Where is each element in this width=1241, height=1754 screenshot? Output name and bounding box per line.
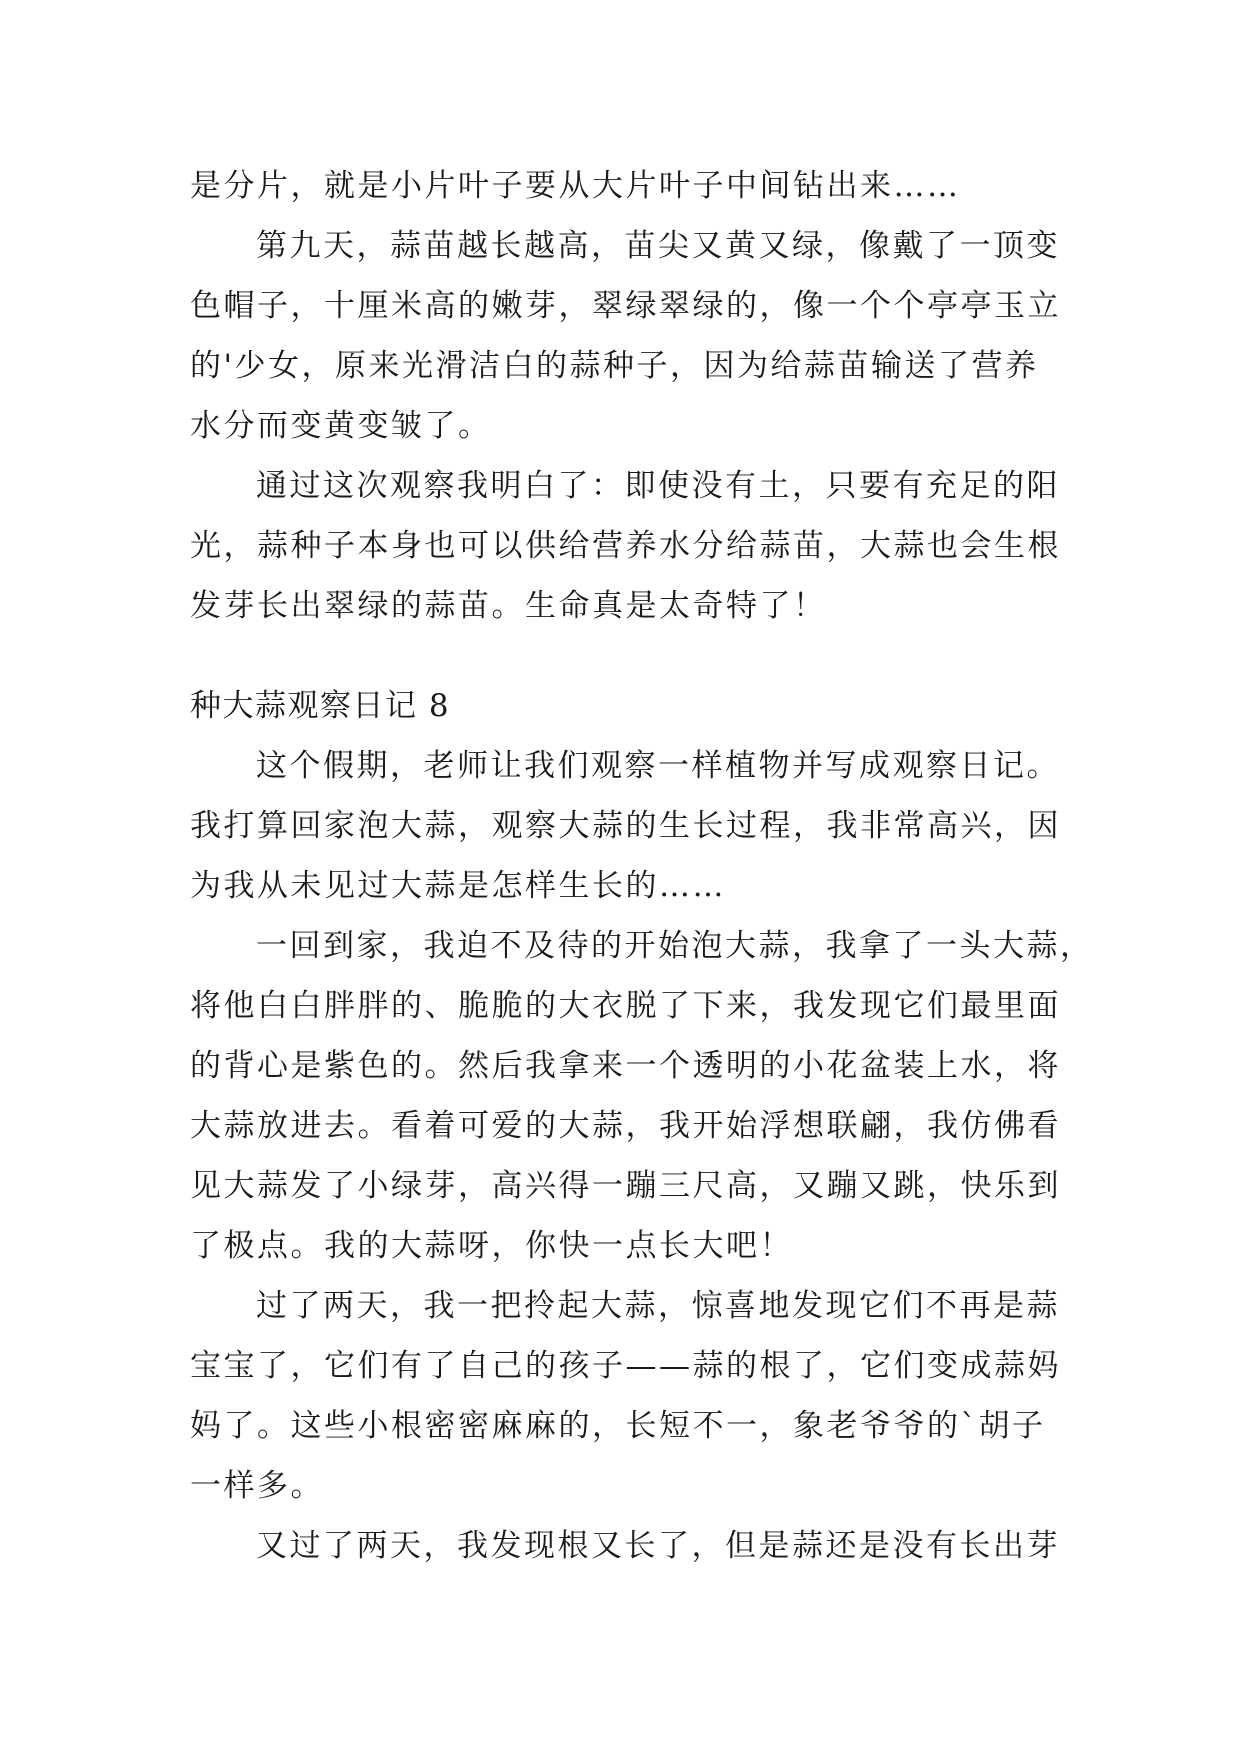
text-line: 的'少女，原来光滑洁白的蒜种子，因为给蒜苗输送了营养 bbox=[190, 348, 1039, 384]
text-line: 发芽长出翠绿的蒜苗。生命真是太奇特了！ bbox=[190, 588, 827, 624]
text-line: 过了两天，我一把拎起大蒜，惊喜地发现它们不再是蒜 bbox=[256, 1288, 1060, 1324]
text-line: 妈了。这些小根密密麻麻的，长短不一，象老爷爷的`胡子 bbox=[190, 1408, 1046, 1444]
text-line: 通过这次观察我明白了：即使没有土，只要有充足的阳 bbox=[256, 468, 1060, 504]
text-line: 的背心是紫色的。然后我拿来一个透明的小花盆装上水，将 bbox=[190, 1048, 1061, 1084]
text-line: 第九天，蒜苗越长越高，苗尖又黄又绿，像戴了一顶变 bbox=[256, 228, 1060, 264]
text-line: 水分而变黄变皱了。 bbox=[190, 408, 492, 444]
text-line: 一回到家，我迫不及待的开始泡大蒜，我拿了一头大蒜， bbox=[256, 928, 1094, 964]
text-line: 将他白白胖胖的、脆脆的大衣脱了下来，我发现它们最里面 bbox=[190, 988, 1061, 1024]
text-line: 这个假期，老师让我们观察一样植物并写成观察日记。 bbox=[256, 748, 1060, 784]
entry-heading: 种大蒜观察日记 8 bbox=[190, 688, 451, 724]
text-line: 光，蒜种子本身也可以供给营养水分给蒜苗，大蒜也会生根 bbox=[190, 528, 1061, 564]
text-line: 大蒜放进去。看着可爱的大蒜，我开始浮想联翩，我仿佛看 bbox=[190, 1108, 1061, 1144]
text-line: 是分片，就是小片叶子要从大片叶子中间钻出来…… bbox=[190, 168, 961, 204]
text-line: 宝宝了，它们有了自己的孩子——蒜的根了，它们变成蒜妈 bbox=[190, 1348, 1061, 1384]
text-line: 色帽子，十厘米高的嫩芽，翠绿翠绿的，像一个个亭亭玉立 bbox=[190, 288, 1061, 324]
diary-entry-8 bbox=[190, 676, 1094, 1576]
text-line: 我打算回家泡大蒜，观察大蒜的生长过程，我非常高兴，因 bbox=[190, 808, 1061, 844]
text-line: 了极点。我的大蒜呀，你快一点长大吧！ bbox=[190, 1228, 793, 1264]
text-block-continuation bbox=[190, 156, 1070, 636]
text-line: 见大蒜发了小绿芽，高兴得一蹦三尺高，又蹦又跳，快乐到 bbox=[190, 1168, 1061, 1204]
text-line: 一样多。 bbox=[190, 1468, 324, 1504]
text-line: 又过了两天，我发现根又长了，但是蒜还是没有长出芽 bbox=[256, 1528, 1060, 1564]
text-line: 为我从未见过大蒜是怎样生长的…… bbox=[190, 868, 726, 904]
